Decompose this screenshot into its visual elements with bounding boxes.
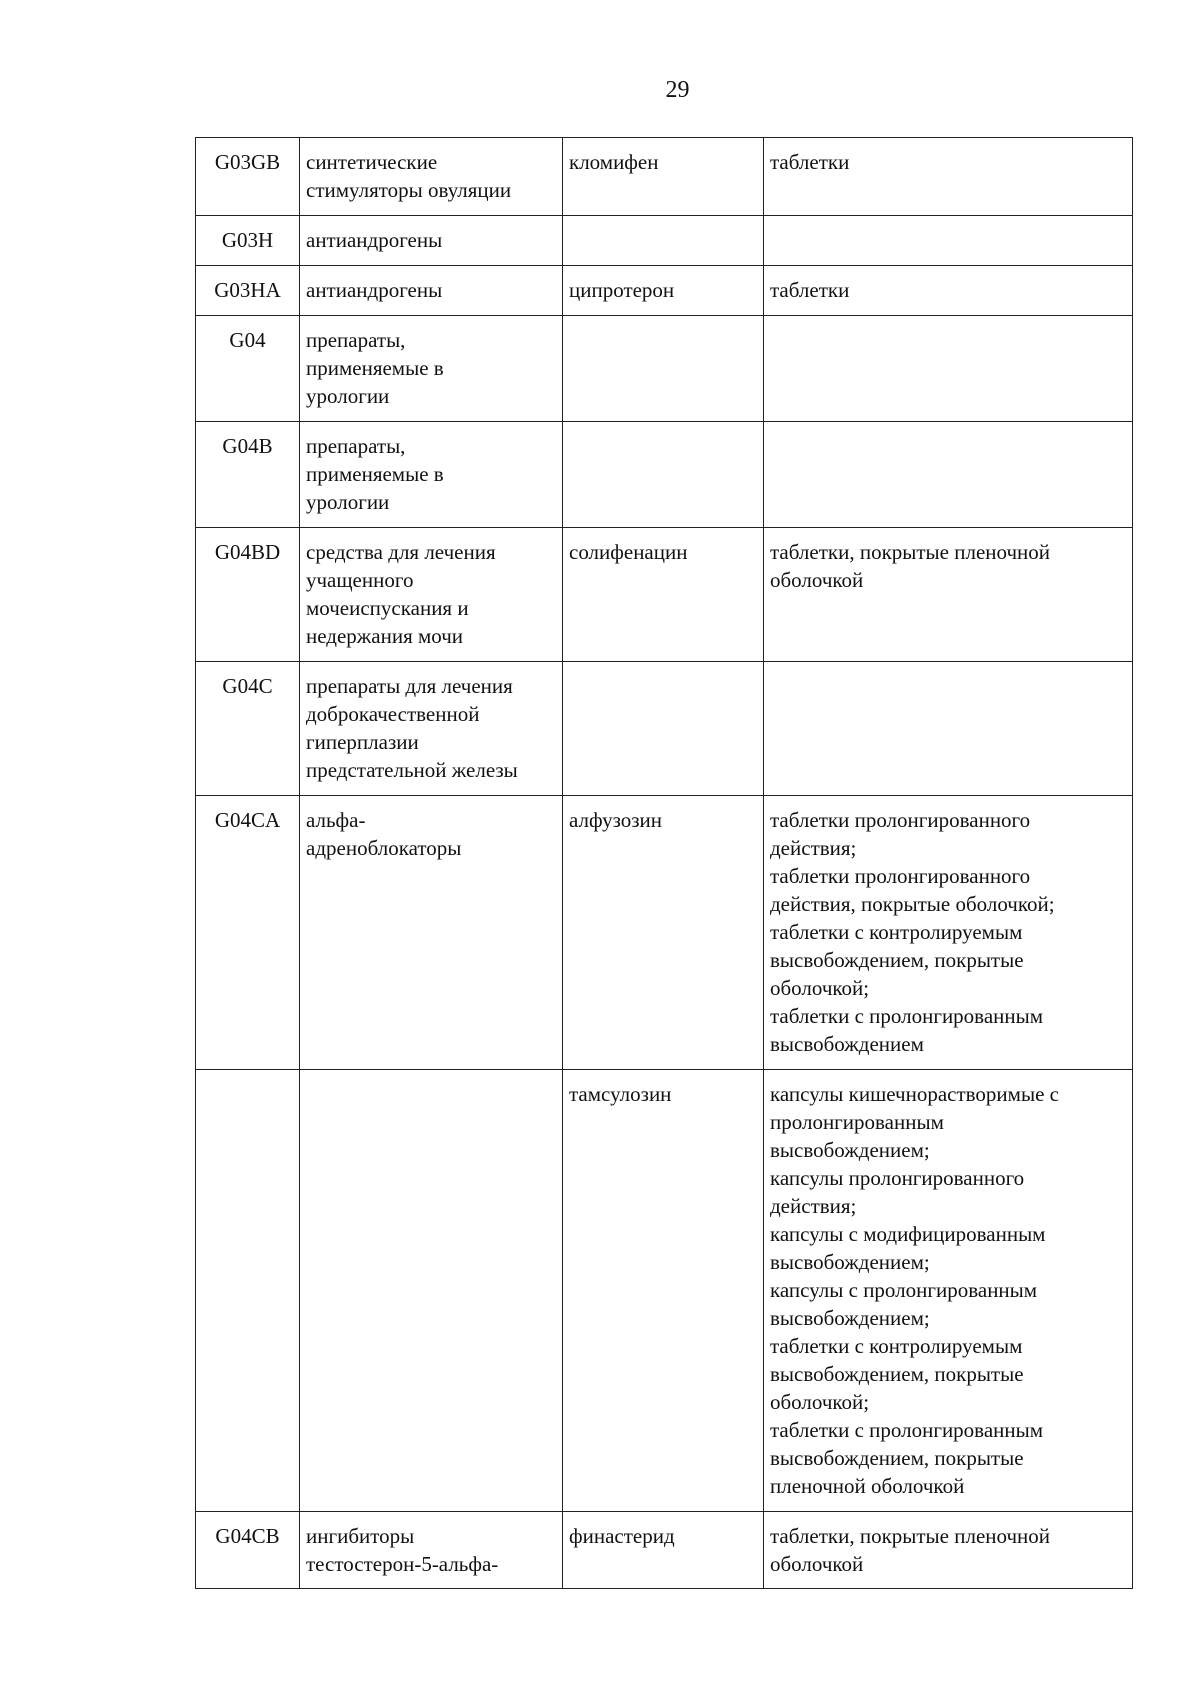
group-cell: [300, 662, 563, 796]
substance-cell: [563, 528, 764, 662]
group-name: синтетические стимуляторы овуляции: [306, 150, 512, 202]
substance-name: тамсулозин: [569, 1082, 672, 1106]
atc-code-cell: [196, 266, 300, 316]
group-name: альфа- адреноблокаторы: [306, 808, 462, 860]
form-cell: [764, 216, 1133, 266]
atc-code-cell: [196, 796, 300, 1070]
form-cell: [764, 138, 1133, 216]
substance-cell: [563, 138, 764, 216]
substance-name: ципротерон: [569, 278, 675, 302]
group-name: препараты для лечения доброкачественной гиперплазии предстательной железы: [306, 674, 518, 782]
group-name: препараты, применяемые в урологии: [306, 328, 444, 408]
substance-name: солифенацин: [569, 540, 688, 564]
substance-cell: [563, 216, 764, 266]
atc-code-cell: [196, 216, 300, 266]
atc-code-cell: [196, 138, 300, 216]
atc-code-cell: [196, 316, 300, 422]
group-name: антиандрогены: [306, 278, 443, 302]
form-cell: [764, 662, 1133, 796]
group-cell: [300, 796, 563, 1070]
form-cell: [764, 1512, 1133, 1589]
dosage-form: таблетки: [770, 150, 850, 174]
substance-cell: [563, 662, 764, 796]
atc-code: G04B: [222, 434, 273, 458]
group-name: ингибиторы тестостерон-5-альфа-: [306, 1524, 499, 1576]
atc-code-cell: [196, 1070, 300, 1512]
group-cell: [300, 528, 563, 662]
form-cell: [764, 796, 1133, 1070]
table-row: [196, 1070, 1133, 1512]
table-row: [196, 1512, 1133, 1589]
table-row: [196, 216, 1133, 266]
atc-code-cell: [196, 422, 300, 528]
group-name: антиандрогены: [306, 228, 443, 252]
table-row: [196, 422, 1133, 528]
table-row: [196, 138, 1133, 216]
table-row: [196, 796, 1133, 1070]
substance-cell: [563, 1070, 764, 1512]
group-cell: [300, 266, 563, 316]
atc-code-cell: [196, 528, 300, 662]
atc-code-cell: [196, 662, 300, 796]
form-cell: [764, 266, 1133, 316]
group-name: препараты, применяемые в урологии: [306, 434, 444, 514]
atc-code: G04CA: [214, 808, 281, 832]
group-cell: [300, 216, 563, 266]
dosage-form: таблетки, покрытые пленочной оболочкой: [770, 1524, 1051, 1576]
page-number: 29: [665, 77, 690, 103]
atc-code: G04BD: [214, 540, 281, 564]
group-cell: [300, 138, 563, 216]
group-name: средства для лечения учащенного мочеиспускания и недержания мочи: [306, 540, 496, 648]
table-row: [196, 662, 1133, 796]
group-cell: [300, 316, 563, 422]
atc-code: G03GB: [214, 150, 281, 174]
atc-code: G03HA: [214, 278, 281, 302]
dosage-form: таблетки пролонгированного действия; таблетки пролонгированного действия, покрытые оболочкой; таблетки с контролируемым высвобождением, покрытые оболочкой; таблетки с пролонгированным высвобождением: [770, 808, 1055, 1056]
dosage-form: капсулы кишечнорастворимые с пролонгированным высвобождением; капсулы пролонгированного действия; капсулы с модифицированным высвобождением; капсулы с пролонгированным высвобождением; таблетки с контролируемым высвобождением, покрытые оболочкой; таблетки с пролонгированным высвобождением, покрытые пленочной оболочкой: [770, 1082, 1059, 1498]
table-row: [196, 266, 1133, 316]
group-cell: [300, 1070, 563, 1512]
form-cell: [764, 528, 1133, 662]
substance-cell: [563, 316, 764, 422]
substance-name: алфузозин: [569, 808, 663, 832]
form-cell: [764, 316, 1133, 422]
form-cell: [764, 422, 1133, 528]
substance-name: кломифен: [569, 150, 659, 174]
substance-cell: [563, 266, 764, 316]
substance-cell: [563, 422, 764, 528]
atc-code: G04: [229, 328, 266, 352]
atc-code: G03H: [221, 228, 274, 252]
atc-code: G04CB: [215, 1524, 280, 1548]
group-cell: [300, 422, 563, 528]
dosage-form: таблетки, покрытые пленочной оболочкой: [770, 540, 1051, 592]
substance-cell: [563, 796, 764, 1070]
atc-code: G04C: [222, 674, 273, 698]
table-row: [196, 528, 1133, 662]
group-cell: [300, 1512, 563, 1589]
table-row: [196, 316, 1133, 422]
atc-code-cell: [196, 1512, 300, 1589]
substance-name: финастерид: [569, 1524, 675, 1548]
drug-table: [195, 137, 1133, 1589]
form-cell: [764, 1070, 1133, 1512]
dosage-form: таблетки: [770, 278, 850, 302]
substance-cell: [563, 1512, 764, 1589]
